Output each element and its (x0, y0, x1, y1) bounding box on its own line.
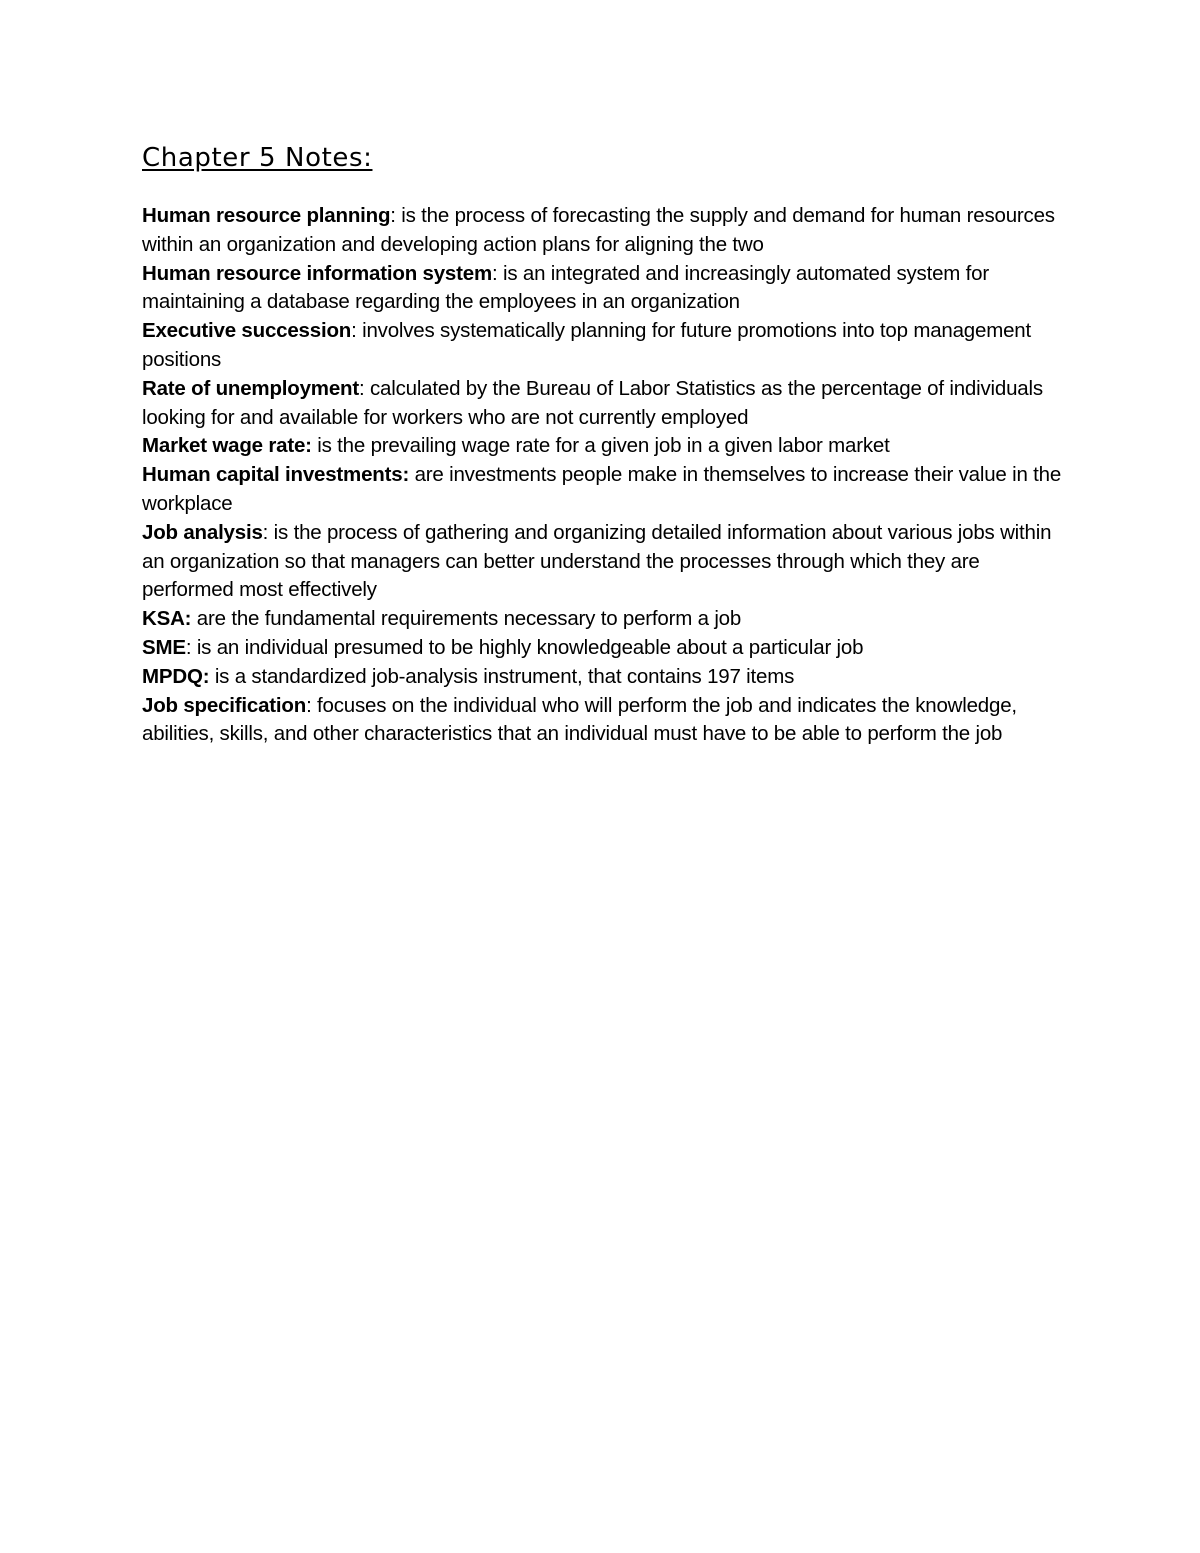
definition-text: is an individual presumed to be highly knowledgeable about a particular job (191, 635, 864, 659)
term-label: Human capital investments: (142, 463, 410, 487)
definition-text: is the prevailing wage rate for a given job in a given labor market (311, 434, 890, 458)
definition-text: is the process of gathering and organizing detailed information about various jobs within an organization so that managers can better understand the processes through which they are performed most effectively (142, 520, 1052, 602)
definition-entry (142, 202, 1072, 260)
definition-entry (142, 375, 1072, 433)
document-body (142, 142, 1072, 749)
definition-entry (142, 663, 1072, 692)
term-label: Job analysis (142, 520, 263, 544)
term-label: Rate of unemployment (142, 376, 359, 400)
term-label: Executive succession (142, 319, 352, 343)
definition-entry (142, 432, 1072, 461)
term-label: KSA: (142, 607, 192, 631)
definition-text: focuses on the individual who will perform the job and indicates the knowledge, abilities, skills, and other characteristics that an individual must have to be able to perform the job (142, 693, 1017, 746)
term-label: MPDQ: (142, 664, 210, 688)
definition-entry (142, 317, 1072, 375)
definition-entry (142, 634, 1072, 663)
term-separator: : (390, 204, 396, 227)
term-label: Human resource planning (142, 204, 391, 227)
term-separator: : (262, 520, 269, 544)
term-separator: : (306, 693, 312, 717)
term-separator: : (351, 319, 357, 343)
definition-text: calculated by the Bureau of Labor Statistics as the percentage of individuals looking for and available for workers who are not currently employed (142, 376, 1043, 429)
term-separator: : (185, 635, 192, 659)
term-separator: : (358, 376, 365, 400)
definition-text: is the process of forecasting the supply and demand for human resources within an organization and developing action plans for aligning the two (142, 204, 1055, 256)
definition-entry (142, 260, 1072, 318)
term-label: Job specification (142, 693, 307, 717)
term-label: Market wage rate: (142, 434, 312, 458)
term-label: SME (142, 635, 186, 659)
definition-text: are the fundamental requirements necessary to perform a job (191, 607, 742, 631)
definition-text: is a standardized job-analysis instrument, that contains 197 items (209, 664, 795, 688)
definition-text: are investments people make in themselves to increase their value in the workplace (142, 463, 1062, 515)
definition-entry (142, 692, 1072, 750)
definition-text: is an integrated and increasingly automated system for maintaining a database regarding the employees in an organization (142, 261, 989, 314)
definition-entry (142, 519, 1072, 605)
definition-entry (142, 605, 1072, 634)
page-title: Chapter 5 Notes: (142, 143, 373, 173)
definition-text: involves systematically planning for future promotions into top management positions (142, 319, 1031, 371)
term-label: Human resource information system (142, 261, 492, 285)
definition-entry (142, 461, 1072, 519)
term-separator: : (491, 261, 498, 285)
